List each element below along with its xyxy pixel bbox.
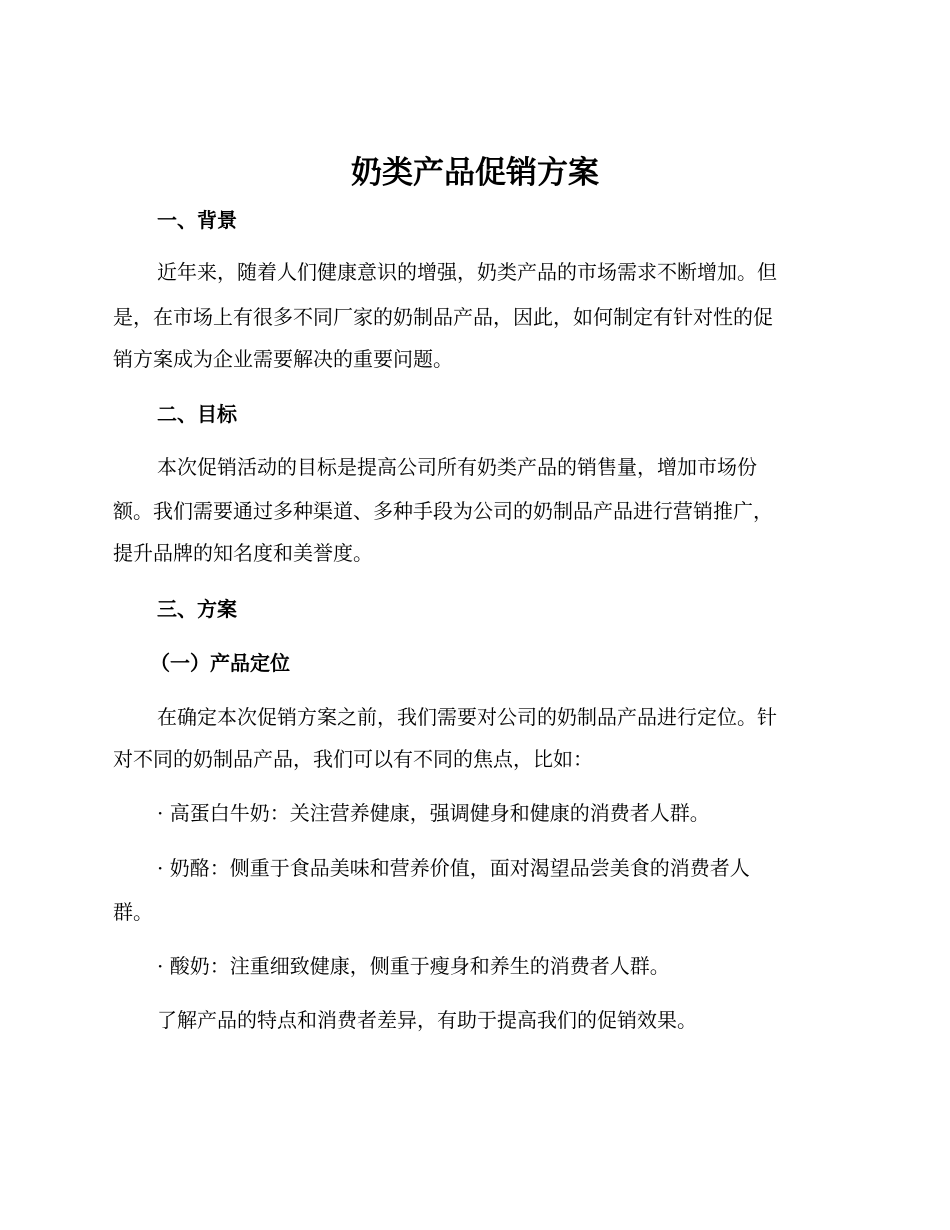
background-paragraph-line: 销方案成为企业需要解决的重要问题。 bbox=[113, 347, 453, 371]
bullet-yogurt: · 酸奶：注重细致健康，侧重于瘦身和养生的消费者人群。 bbox=[157, 954, 670, 978]
bullet-cheese-line: 群。 bbox=[113, 900, 153, 924]
bullet-high-protein-milk: · 高蛋白牛奶：关注营养健康，强调健身和健康的消费者人群。 bbox=[157, 801, 710, 825]
positioning-intro-line: 对不同的奶制品产品，我们可以有不同的焦点，比如： bbox=[113, 747, 593, 771]
document-title: 奶类产品促销方案 bbox=[351, 155, 599, 191]
goal-paragraph-line: 额。我们需要通过多种渠道、多种手段为公司的奶制品产品进行营销推广， bbox=[113, 499, 773, 523]
section-heading-goal: 二、目标 bbox=[157, 402, 237, 426]
section-heading-plan: 三、方案 bbox=[157, 597, 237, 621]
background-paragraph-line: 近年来，随着人们健康意识的增强，奶类产品的市场需求不断增加。但 bbox=[157, 260, 777, 284]
positioning-intro-line: 在确定本次促销方案之前，我们需要对公司的奶制品产品进行定位。针 bbox=[157, 705, 777, 729]
subsection-heading-positioning: （一）产品定位 bbox=[150, 651, 290, 675]
goal-paragraph-line: 提升品牌的知名度和美誉度。 bbox=[113, 541, 373, 565]
bullet-cheese-line: · 奶酪：侧重于食品美味和营养价值，面对渴望品尝美食的消费者人 bbox=[157, 856, 750, 880]
background-paragraph-line: 是，在市场上有很多不同厂家的奶制品产品，因此，如何制定有针对性的促 bbox=[113, 305, 773, 329]
goal-paragraph-line: 本次促销活动的目标是提高公司所有奶类产品的销售量，增加市场份 bbox=[157, 455, 757, 479]
positioning-conclusion: 了解产品的特点和消费者差异，有助于提高我们的促销效果。 bbox=[157, 1008, 697, 1032]
section-heading-background: 一、背景 bbox=[157, 208, 237, 232]
